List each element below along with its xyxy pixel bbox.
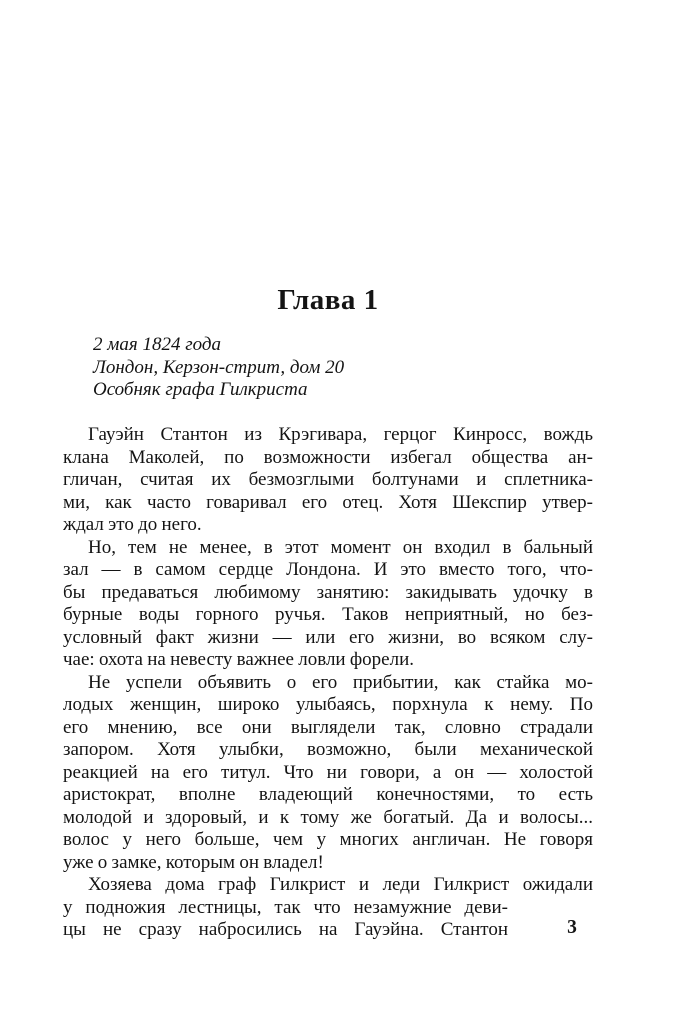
- epigraph-line-place: Особняк графа Гилкриста: [93, 379, 308, 400]
- text-line: Хозяева дома граф Гилкрист и леди Гилкрист ожидали: [88, 874, 593, 895]
- paragraph: [63, 874, 593, 942]
- text-line: аристократ, вполне владеющий конечностями, то есть: [63, 784, 593, 805]
- chapter-title: Глава 1: [277, 284, 379, 316]
- text-line: Не успели объявить о его прибытии, как стайка мо-: [88, 671, 593, 693]
- text-line: волос у него больше, чем у многих англичан. Не говоря: [63, 829, 593, 850]
- text-line: бы предаваться любимому занятию: закидывать удочку в: [63, 581, 593, 603]
- paragraph: [63, 424, 593, 537]
- page-number: 3: [567, 917, 577, 938]
- text-line: Но, тем не менее, в этот момент он входил в бальный: [88, 536, 593, 558]
- text-line: Гауэйн Стантон из Крэгивара, герцог Кинросс, вождь: [88, 424, 593, 445]
- text-line: запором. Хотя улыбки, возможно, были механической: [63, 739, 593, 760]
- text-line: гличан, считая их безмозглыми болтунами и сплетника-: [63, 469, 593, 490]
- text-line: чае: охота на невесту важнее ловли форели.: [63, 649, 414, 670]
- text-line: бурные воды горного ручья. Таков неприятный, но без-: [63, 604, 593, 625]
- epigraph-line-date: 2 мая 1824 года: [93, 334, 221, 355]
- text-line: клана Маколей, по возможности избегал общества ан-: [63, 446, 593, 468]
- text-line: у подножия лестницы, так что незамужние деви-: [63, 896, 508, 918]
- text-line: уже о замке, которым он владел!: [63, 851, 324, 873]
- epigraph: [93, 334, 344, 402]
- text-line: зал — в самом сердце Лондона. И это вместо того, что-: [63, 559, 593, 580]
- text-line: реакцией на его титул. Что ни говори, а он — холостой: [63, 761, 593, 783]
- text-line: молодой и здоровый, и к тому же богатый. Да и волосы...: [63, 806, 593, 828]
- epigraph-line-address: Лондон, Керзон-стрит, дом 20: [93, 356, 345, 378]
- text-line: его мнению, все они выглядели так, словно страдали: [63, 716, 593, 738]
- text-line: цы не сразу набросились на Гауэйна. Стантон: [63, 919, 508, 940]
- paragraph: [63, 537, 593, 672]
- text-line: лодых женщин, широко улыбаясь, порхнула к нему. По: [63, 694, 593, 715]
- text-line: условный факт жизни — или его жизни, во всяком слу-: [63, 626, 593, 648]
- text-line: ждал это до него.: [63, 514, 202, 535]
- text-line: ми, как часто говаривал его отец. Хотя Шекспир утвер-: [63, 491, 593, 513]
- paragraph: [63, 672, 593, 875]
- body-text: [63, 424, 593, 942]
